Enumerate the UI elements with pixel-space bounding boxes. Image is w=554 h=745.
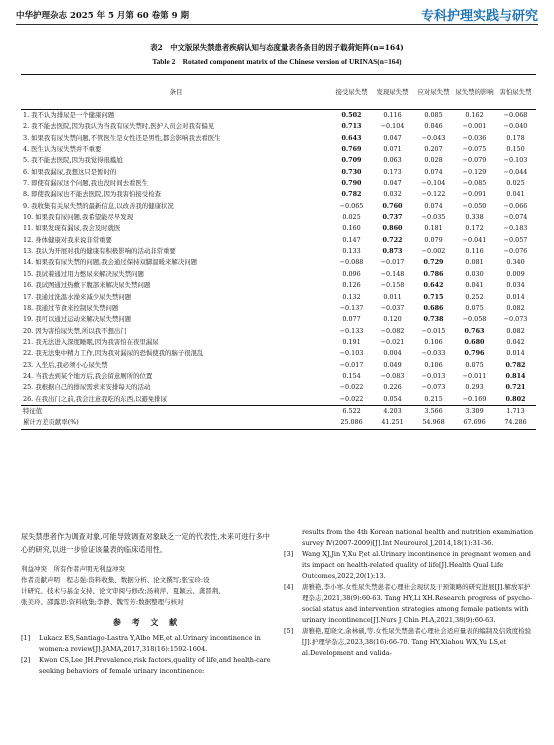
loading-value: 0.085 [424,111,443,119]
loading-value: 0.082 [506,303,525,312]
loading-value: −0.083 [380,371,405,380]
item-text: 2. 我不能去医院,因为我认为当我有尿失禁时,医护人员会对我有偏见 [23,122,215,131]
reference-text: Kwon CS,Lee JH.Prevalence,risk factors,quality of life,and health-care seeking behaviors of female urinary incontinence: [39,656,271,675]
section-title: 专科护理实践与研究 [420,9,538,24]
loading-value: −0.158 [380,281,405,290]
item-text: 1. 我不认为排尿是一个健康问题 [23,111,115,119]
loading-value: −0.169 [462,394,487,403]
table-row [21,269,536,280]
loading-value: 0.207 [424,145,443,154]
item-text: 20. 因为害怕尿失禁,所以我不想出门 [23,326,127,335]
summary-value: 54.968 [413,417,454,429]
loading-value: −0.085 [462,179,487,188]
table-row [21,348,536,359]
table-row [21,360,536,371]
header-accept: 接受尿失禁 [331,75,372,110]
table-row [21,144,536,155]
conflict-statement: 利益冲突 所有作者声明无利益冲突 [21,565,125,573]
loading-value: 0.025 [506,179,525,188]
loading-value: 0.215 [424,394,443,403]
loading-value: −0.066 [503,201,528,210]
loading-value: −0.075 [462,145,487,154]
loading-value: 0.786 [423,269,444,278]
loading-value: 0.790 [341,179,362,188]
item-text: 23. 入坐后,我必须小心尿失禁 [23,360,108,369]
loading-value: 0.047 [383,133,402,142]
item-text: 11. 如果发现有漏尿,我会及时就医 [23,224,121,233]
right-column [284,527,534,659]
item-text: 14. 如果我有尿失禁的问题,我会通过保持双脚温暖来解决问题 [23,258,197,267]
loading-value: −0.079 [462,156,487,165]
loading-value: −0.104 [380,122,405,131]
header-rule [16,24,538,25]
loading-value: −0.044 [503,167,528,176]
conclusion-paragraph: 尿失禁患者作为调查对象,可能导致调查对象缺乏一定的代表性,未来可进行多中心的研究,以进一步验证该量表的临床适用性。 [21,532,270,554]
table-row [21,326,536,337]
loading-value: 0.079 [424,235,443,244]
loading-value: 0.737 [382,213,403,222]
loading-value: −0.065 [339,201,364,210]
loading-value: −0.082 [380,326,405,335]
reference-text: 唐雅艳,夏晓文,余林硕,等.女性尿失禁患者心理社会适应量表的编制及信效度检验[J].护理学杂志,2023,38(16):66-70. Tang HY,Xiahou WX,Yu LS,et al.Development and valida- [302,627,532,657]
table-row [21,178,536,189]
loading-value: −0.074 [503,213,528,222]
item-text: 5. 我不能去医院,因为我觉得很尴尬 [23,156,123,165]
loading-value: 0.178 [506,133,525,142]
header-item: 条目 [21,75,331,110]
item-text: 22. 我无法集中精力工作,因为我对漏尿的恐惧使我的脑子很混乱 [23,349,204,358]
header-cope: 应对尿失禁 [413,75,454,110]
reference-item [284,626,534,659]
loading-value: 0.181 [424,224,443,233]
loading-value: −0.058 [462,315,487,324]
table-row [21,246,536,257]
loading-value: 0.147 [342,235,361,244]
table-row [21,337,536,348]
loading-value: −0.129 [462,167,487,176]
loading-value: 0.096 [342,269,361,278]
summary-value: 1.713 [495,405,536,417]
header-detect: 发现尿失禁 [372,75,413,110]
loading-value: −0.073 [503,315,528,324]
item-text: 19. 我可以通过运动来解决尿失禁问题 [23,315,132,324]
table-caption-en: Table 2 Rotated component matrix of the Chinese version of URINAS(n=164) [152,57,402,66]
loading-value: −0.103 [503,156,528,165]
loading-value: 0.814 [505,371,526,380]
loading-value: −0.137 [339,303,364,312]
loading-value: −0.091 [462,190,487,199]
item-text: 26. 在我出门之前,我会注意我吃的东西,以避免排尿 [23,394,168,403]
summary-value: 6.522 [331,405,372,417]
loading-value: −0.036 [462,133,487,142]
loading-value: 0.074 [424,201,443,210]
summary-value: 4.203 [372,405,413,417]
table-caption-zh: 表2 中文版尿失禁患者疾病认知与态度量表各条目的因子载荷矩阵(n=164) [150,43,404,52]
loading-value: 0.154 [342,371,361,380]
table-row [21,212,536,223]
loading-value: 0.032 [383,190,402,199]
loading-value: −0.122 [421,190,446,199]
eigenvalue-row [21,405,536,417]
loading-value: 0.132 [342,292,361,301]
loading-value: −0.041 [462,235,487,244]
table-row [21,382,536,393]
loading-value: 0.709 [341,156,362,165]
loading-value: 0.075 [465,303,484,312]
loading-value: 0.116 [465,247,484,256]
table-row [21,280,536,291]
loading-value: 0.713 [341,122,362,131]
row-label: 累计方差贡献率(%) [21,417,331,429]
table-row [21,303,536,314]
reference-text: Lukacz ES,Santiago-Lastra Y,Albo ME,et al.Urinary incontinence in women:a review[J].JAMA,2017,318(16):1592-1604. [39,634,261,653]
item-text: 17. 我通过洗温水澡来减少尿失禁问题 [23,292,132,301]
loading-value: 0.082 [506,326,525,335]
loading-value: 0.715 [423,292,444,301]
loading-value: 0.172 [465,224,484,233]
loading-value: 0.729 [423,258,444,267]
loading-value: −0.068 [503,111,528,119]
loading-value: 0.133 [342,247,361,256]
right-references [284,549,534,659]
cumulative-variance-row [21,417,536,429]
loading-value: 0.150 [506,145,525,154]
loading-value: 0.126 [342,281,361,290]
item-text: 13. 我认为开展对我的健康有积极影响的活动非常重要 [23,247,176,256]
loading-value: 0.071 [383,145,402,154]
factor-loading-table [21,74,536,430]
reference-number: [5] [284,627,294,635]
table-row [21,189,536,200]
loading-value: −0.037 [380,303,405,312]
loading-value: 0.054 [383,394,402,403]
item-text: 15. 我试着通过用力憋尿来解决尿失禁问题 [23,269,144,278]
loading-value: −0.002 [421,247,446,256]
loading-value: 0.293 [465,383,484,392]
loading-value: 0.120 [383,315,402,324]
item-text: 7. 即使有漏尿这个问题,我也没时间去看医生 [23,179,149,188]
loading-value: −0.050 [462,201,487,210]
loading-value: 0.106 [424,337,443,346]
reference-item [284,549,534,582]
contribution-line-2: 计研究、技术与基金支持、论文审阅与修改;汤莉萍、夏颖云、龚晋荆、 [21,587,225,595]
loading-value: −0.088 [339,258,364,267]
loading-value: 0.049 [383,360,402,369]
table-row [21,257,536,268]
table-row [21,121,536,132]
table-row [21,394,536,406]
reference-number: [2] [21,656,31,664]
loading-value: 0.042 [506,337,525,346]
loading-value: 0.680 [464,337,485,346]
summary-value: 3.309 [454,405,495,417]
table-row [21,292,536,303]
item-text: 8. 即使我漏尿也不能去医院,因为我害怕接受检查 [23,190,161,199]
loading-value: 0.226 [383,383,402,392]
reference-continuation: results from the 4th Korean national health and nutrition examination survey Ⅳ(2007-2009)[J].Int Neurourol J,2014,18(1):31-36. [302,528,534,547]
loading-value: −0.011 [462,371,487,380]
loading-value: −0.033 [421,349,446,358]
loading-value: 0.173 [383,167,402,176]
loading-value: 0.162 [465,111,484,119]
header-impact: 尿失禁的影响 [454,75,495,110]
loading-value: −0.022 [339,383,364,392]
loading-value: 0.763 [464,326,485,335]
loading-value: 0.760 [382,201,403,210]
loading-value: 0.075 [465,360,484,369]
loading-value: 0.686 [423,303,444,312]
loading-value: 0.340 [506,258,525,267]
item-text: 9. 我收集有关尿失禁的最新信息,以改善我的健康状况 [23,201,174,210]
loading-value: 0.730 [341,167,362,176]
table-row [21,235,536,246]
item-text: 10. 如果我有尿问题,我希望能尽早发现 [23,213,134,222]
item-text: 21. 我无法进入深度睡眠,因为我害怕在夜里漏尿 [23,337,159,346]
reference-number: [3] [284,550,294,558]
loading-value: 0.738 [423,315,444,324]
loading-value: 0.081 [465,258,484,267]
table-body [21,110,536,430]
loading-value: 0.782 [505,360,526,369]
loading-value: 0.046 [424,122,443,131]
table-row [21,223,536,234]
loading-value: −0.022 [339,394,364,403]
loading-value: 0.782 [341,190,362,199]
loading-value: 0.252 [465,292,484,301]
loading-value: −0.057 [503,235,528,244]
loading-value: 0.873 [382,247,403,256]
loading-value: 0.074 [424,167,443,176]
loading-value: 0.063 [383,156,402,165]
reference-item [284,582,534,626]
loading-value: 0.041 [506,190,525,199]
loading-value: −0.001 [462,122,487,131]
loading-value: 0.502 [341,111,362,119]
loading-value: 0.077 [342,315,361,324]
loading-value: 0.014 [506,292,525,301]
loading-value: 0.721 [505,383,526,392]
item-text: 25. 我根据自己的排尿需求来安排每天的活动 [23,383,151,392]
loading-value: 0.796 [464,349,485,358]
summary-value: 3.566 [413,405,454,417]
table-row [21,314,536,325]
item-text: 12. 身体健康对我来说非常重要 [23,235,112,244]
loading-value: 0.643 [341,133,362,142]
left-references [21,633,273,677]
table-row [21,155,536,166]
loading-value: 0.047 [383,179,402,188]
reference-number: [4] [284,583,294,591]
journal-header: 中华护理杂志 2025 年 5 月第 60 卷第 9 期 [16,11,189,21]
loading-value: 0.034 [506,281,525,290]
summary-value: 41.251 [372,417,413,429]
loading-value: 0.769 [341,145,362,154]
loading-value: −0.043 [421,133,446,142]
table-row [21,371,536,382]
loading-value: 0.802 [505,394,526,403]
loading-value: −0.104 [421,179,446,188]
loading-value: −0.183 [503,224,528,233]
loading-value: 0.106 [424,360,443,369]
loading-value: −0.076 [503,247,528,256]
table-header-row [21,75,536,110]
loading-value: 0.030 [465,269,484,278]
loading-value: 0.028 [424,156,443,165]
loading-value: −0.148 [380,269,405,278]
left-column [21,530,273,677]
loading-value: 0.338 [465,213,484,222]
item-text: 6. 如果我漏尿,我想这只是暂时的 [23,167,117,176]
summary-value: 67.696 [454,417,495,429]
loading-value: −0.073 [421,383,446,392]
item-text: 18. 我通过节食来控制尿失禁问题 [23,303,119,312]
summary-value: 25.086 [331,417,372,429]
loading-value: 0.041 [465,281,484,290]
table-row [21,201,536,212]
summary-value: 74.286 [495,417,536,429]
loading-value: 0.642 [423,281,444,290]
table-row [21,110,536,122]
loading-value: 0.009 [506,269,525,278]
loading-value: 0.160 [342,224,361,233]
contribution-line-3: 张美玲、邵露思:资料收集;李静、魏雪芳:数据整理与核对 [21,598,184,606]
header-fear: 害怕尿失禁 [495,75,536,110]
loading-value: 0.860 [382,224,403,233]
contribution-line-1: 作者贡献声明 程志强:资料收集、数据分析、论文撰写;张宝玲:设 [21,576,210,584]
table-row [21,167,536,178]
reference-number: [1] [21,634,31,642]
item-text: 3. 如果我有尿失禁问题,不管医生是女性还是男性,都会影响我去看医生 [23,133,221,142]
loading-value: −0.103 [339,349,364,358]
reference-text: 唐雅艳,李小寒.女性尿失禁患者心理社会现状及干预策略的研究进展[J].解放军护理杂志,2021,38(9):60-63. Tang HY,Li XH.Research progress of psycho-social status and intervention strategies among female patients with urinary incontinence[J].Nurs J Chin PLA,2021,38(9):60-63. [302,583,533,624]
loading-value: −0.017 [339,360,364,369]
loading-value: −0.013 [421,371,446,380]
loading-value: −0.035 [421,213,446,222]
item-text: 24. 当我去到某个地方后,我会留意厕所的位置 [23,371,153,380]
reference-item [21,655,273,677]
reference-text: Wang XJ,Jin Y,Xu P,et al.Urinary incontinence in pregnant women and its impact on health-related quality of life[J].Health Qual Life Outcomes,2022,20(1):13. [302,550,531,580]
loading-value: 0.116 [383,111,402,119]
item-text: 16. 我试图通过热敷下腹部来解决尿失禁问题 [23,281,151,290]
loading-value: −0.021 [380,337,405,346]
loading-value: −0.015 [421,326,446,335]
table-row [21,133,536,144]
loading-value: −0.017 [380,258,405,267]
references-title: 参 考 文 献 [112,617,182,627]
loading-value: 0.025 [342,213,361,222]
loading-value: 0.011 [383,292,402,301]
loading-value: 0.191 [342,337,361,346]
loading-value: 0.014 [506,349,525,358]
loading-value: −0.040 [503,122,528,131]
row-label: 特征值 [21,405,331,417]
reference-item [21,633,273,655]
loading-value: −0.133 [339,326,364,335]
item-text: 4. 医生认为尿失禁并不重要 [23,145,102,154]
loading-value: 0.004 [383,349,402,358]
loading-value: 0.722 [382,235,403,244]
